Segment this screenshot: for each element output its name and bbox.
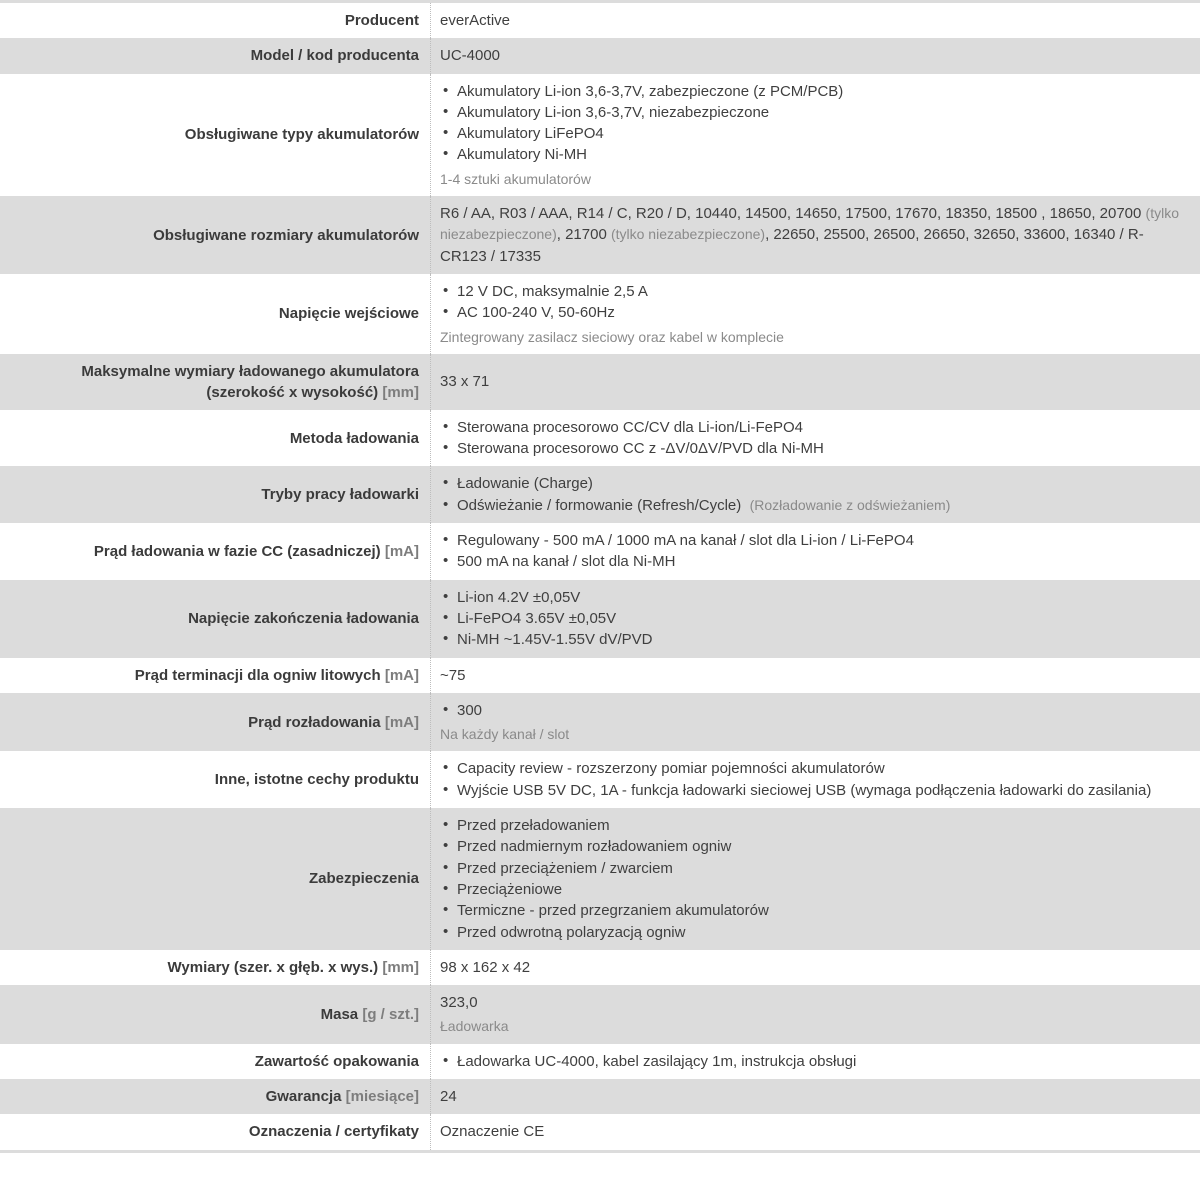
sizes-text: R6 / AA, R03 / AAA, R14 / C, R20 / D, 10440, 14500, 14650, 17500, 17670, 18350, 18500 , 18650, 20700: [440, 205, 1146, 223]
sizes-inline-note: (tylko niezabezpieczone): [440, 205, 1179, 243]
row-wymiary: [0, 950, 1200, 985]
label-text: Obsługiwane rozmiary akumulatorów: [153, 226, 419, 244]
label-text: [8, 957, 419, 978]
row-zabezpieczenia: [0, 808, 1200, 950]
spec-value: [430, 74, 1200, 196]
table-bottom-edge-strip: [0, 1150, 1200, 1153]
spec-value: [430, 354, 1200, 410]
list-item: • Li-ion 4.2V ±0,05V: [440, 587, 1182, 608]
label-text: Obsługiwane typy akumulatorów: [184, 126, 419, 144]
spec-label: [0, 950, 430, 985]
sizes-text: , 21700: [556, 226, 611, 244]
spec-label: [0, 196, 430, 274]
label-main: Maksymalne wymiary ładowanego akumulatora (szerokość x wysokość): [81, 362, 419, 401]
row-prad-ladowania-cc: [0, 523, 1200, 580]
label-unit: [g / szt.]: [362, 1005, 419, 1023]
row-gwarancja: [0, 1079, 1200, 1114]
bullet-list: [440, 473, 1182, 516]
spec-value: [430, 3, 1200, 38]
value-text: everActive: [440, 12, 511, 29]
value-text: Oznaczenie CE: [440, 1123, 545, 1141]
spec-label: [0, 38, 430, 73]
spec-value: [430, 950, 1200, 985]
bullet-list: [440, 81, 1182, 166]
spec-value: [430, 1114, 1200, 1149]
row-obslugiwane-typy: [0, 74, 1200, 196]
list-item: • Ni-MH ~1.45V-1.55V dV/PVD: [440, 629, 1182, 650]
spec-value: [430, 523, 1200, 580]
spec-value: [430, 580, 1200, 658]
label-unit: [mA]: [384, 542, 419, 560]
row-tryby-pracy: [0, 466, 1200, 523]
label-text: [8, 1004, 419, 1025]
label-main: Gwarancja: [265, 1088, 342, 1106]
spec-value: [430, 274, 1200, 354]
label-text: Zabezpieczenia: [308, 870, 419, 888]
list-item: • Sterowana procesorowo CC z -ΔV/0ΔV/PVD dla Ni-MH: [440, 438, 1182, 459]
value-text: 323,0: [440, 994, 478, 1012]
label-text: [8, 665, 419, 686]
spec-label: [0, 1044, 430, 1079]
bullet-list: [440, 530, 1182, 573]
label-text: Producent: [344, 12, 419, 30]
row-inne-cechy: [0, 751, 1200, 808]
row-napiecie-zakonczenia: [0, 580, 1200, 658]
spec-label: [0, 985, 430, 1044]
row-masa: [0, 985, 1200, 1044]
list-item: • 300: [440, 700, 1182, 721]
spec-value: [430, 985, 1200, 1044]
row-obslugiwane-rozmiary: [0, 196, 1200, 274]
list-item: • Wyjście USB 5V DC, 1A - funkcja ładowarki sieciowej USB (wymaga podłączenia ładowarki do zasilania): [440, 780, 1182, 801]
value-text: 24: [440, 1087, 457, 1105]
label-main: Masa: [320, 1005, 359, 1023]
label-unit: [mA]: [384, 713, 419, 731]
spec-value: [430, 1044, 1200, 1079]
spec-value: [430, 410, 1200, 467]
value-text: 98 x 162 x 42: [440, 958, 531, 976]
label-text: [8, 541, 419, 562]
row-maksymalne-wymiary: [0, 354, 1200, 410]
list-item: • AC 100-240 V, 50-60Hz: [440, 302, 1182, 323]
list-item: • Termiczne - przed przegrzaniem akumulatorów: [440, 900, 1182, 921]
row-model: [0, 38, 1200, 73]
spec-label: [0, 658, 430, 693]
list-item: • Capacity review - rozszerzony pomiar pojemności akumulatorów: [440, 758, 1182, 779]
label-main: Prąd ładowania w fazie CC (zasadniczej): [93, 542, 381, 560]
list-item-inline-note: (Rozładowanie z odświeżaniem): [749, 496, 951, 513]
row-producent: [0, 3, 1200, 38]
spec-label: [0, 751, 430, 808]
list-item: • Akumulatory Li-ion 3,6-3,7V, niezabezpieczone: [440, 102, 1182, 123]
list-item: • Ładowarka UC-4000, kabel zasilający 1m, instrukcja obsługi: [440, 1051, 1182, 1072]
spec-label: [0, 808, 430, 950]
label-text: Model / kod producenta: [250, 47, 419, 65]
footnote: 1-4 sztuki akumulatorów: [440, 170, 591, 187]
label-text: [8, 712, 419, 733]
value-text: UC-4000: [440, 47, 501, 65]
label-main: Prąd terminacji dla ogniw litowych: [134, 666, 381, 684]
label-text: Metoda ładowania: [289, 429, 419, 447]
spec-value: [430, 693, 1200, 752]
row-zawartosc-opakowania: [0, 1044, 1200, 1079]
label-unit: [mA]: [384, 666, 419, 684]
label-text: Tryby pracy ładowarki: [261, 486, 419, 504]
list-item: • Przed nadmiernym rozładowaniem ogniw: [440, 836, 1182, 857]
list-item: [440, 495, 1182, 516]
list-item: • Li-FePO4 3.65V ±0,05V: [440, 608, 1182, 629]
spec-label: [0, 1079, 430, 1114]
spec-value: [430, 38, 1200, 73]
label-text: [8, 361, 419, 403]
bullet-list: [440, 587, 1182, 651]
spec-value: [430, 808, 1200, 950]
list-item: • Akumulatory Li-ion 3,6-3,7V, zabezpieczone (z PCM/PCB): [440, 81, 1182, 102]
bullet-list: [440, 815, 1182, 943]
list-item: • Przeciążeniowe: [440, 879, 1182, 900]
label-unit: [mm]: [382, 383, 419, 401]
spec-label: [0, 3, 430, 38]
spec-label: [0, 354, 430, 410]
footnote: Ładowarka: [440, 1018, 509, 1035]
row-metoda-ladowania: [0, 410, 1200, 467]
list-item: • Ładowanie (Charge): [440, 473, 1182, 494]
spec-value: [430, 751, 1200, 808]
label-unit: [mm]: [382, 958, 419, 976]
list-item: • Akumulatory LiFePO4: [440, 123, 1182, 144]
sizes-inline-note: (tylko niezabezpieczone): [610, 226, 766, 243]
spec-label: [0, 410, 430, 467]
sizes-text: , 22650, 25500, 26500, 26650, 32650, 33600, 16340 / R-CR123 / 17335: [440, 226, 1144, 265]
label-text: Zawartość opakowania: [254, 1052, 419, 1070]
label-text: Inne, istotne cechy produktu: [214, 771, 419, 789]
spec-value: [430, 466, 1200, 523]
row-oznaczenia: [0, 1114, 1200, 1149]
label-unit: [miesiące]: [345, 1088, 419, 1106]
label-text: Oznaczenia / certyfikaty: [248, 1123, 419, 1141]
list-item: • Sterowana procesorowo CC/CV dla Li-ion/Li-FePO4: [440, 417, 1182, 438]
bullet-list: [440, 281, 1182, 324]
spec-label: [0, 693, 430, 752]
spec-label: [0, 74, 430, 196]
label-text: Napięcie zakończenia ładowania: [188, 610, 419, 628]
sizes-paragraph: [440, 203, 1182, 267]
value-text: ~75: [440, 666, 466, 684]
label-text: [8, 1086, 419, 1107]
list-item: • 500 mA na kanał / slot dla Ni-MH: [440, 551, 1182, 572]
bullet-list: [440, 700, 1182, 721]
bullet-list: [440, 417, 1182, 460]
spec-label: [0, 523, 430, 580]
list-item: • Akumulatory Ni-MH: [440, 144, 1182, 165]
list-item-text: Odświeżanie / formowanie (Refresh/Cycle): [457, 496, 742, 514]
spec-value: [430, 1079, 1200, 1114]
list-item: • 12 V DC, maksymalnie 2,5 A: [440, 281, 1182, 302]
spec-value: [430, 658, 1200, 693]
row-prad-rozladowania: [0, 693, 1200, 752]
list-item: • Przed przeładowaniem: [440, 815, 1182, 836]
label-main: Wymiary (szer. x głęb. x wys.): [167, 958, 379, 976]
spec-value: [430, 196, 1200, 274]
bullet-list: [440, 1051, 1182, 1072]
footnote: Na każdy kanał / slot: [440, 726, 570, 743]
list-item: • Przed przeciążeniem / zwarciem: [440, 858, 1182, 879]
footnote: Zintegrowany zasilacz sieciowy oraz kabel w komplecie: [440, 328, 784, 345]
bullet-list: [440, 758, 1182, 801]
label-text: Napięcie wejściowe: [278, 305, 419, 323]
spec-label: [0, 466, 430, 523]
value-text: 33 x 71: [440, 373, 490, 391]
row-napiecie-wejsciowe: [0, 274, 1200, 354]
spec-label: [0, 1114, 430, 1149]
spec-label: [0, 274, 430, 354]
label-main: Prąd rozładowania: [248, 713, 381, 731]
spec-label: [0, 580, 430, 658]
row-prad-terminacji: [0, 658, 1200, 693]
list-item: • Regulowany - 500 mA / 1000 mA na kanał / slot dla Li-ion / Li-FePO4: [440, 530, 1182, 551]
list-item: • Przed odwrotną polaryzacją ogniw: [440, 922, 1182, 943]
